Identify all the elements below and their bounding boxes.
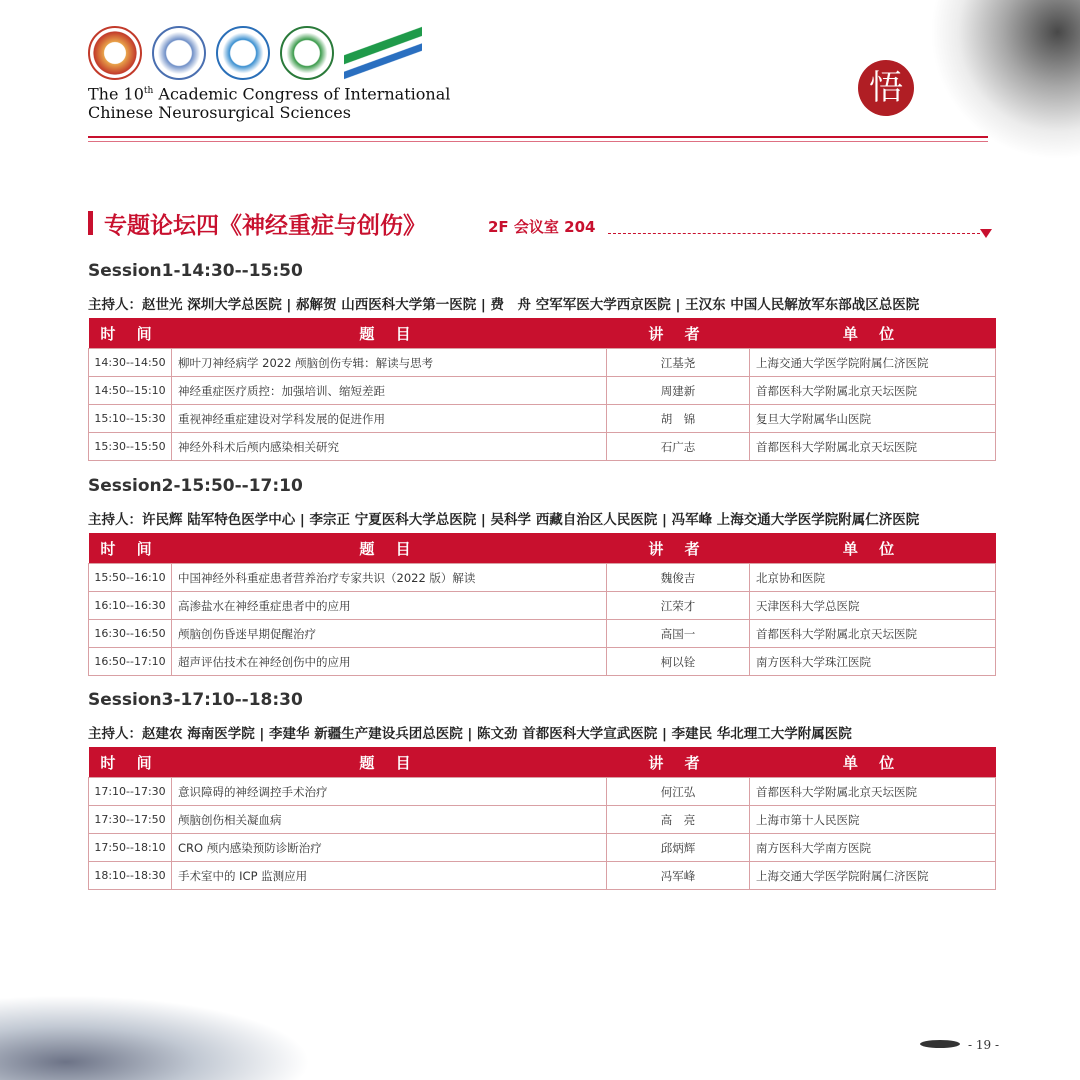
cell-speaker: 江荣才 bbox=[607, 592, 750, 620]
cell-topic: 高渗盐水在神经重症患者中的应用 bbox=[172, 592, 607, 620]
cell-topic: CRO 颅内感染预防诊断治疗 bbox=[172, 834, 607, 862]
cell-time: 16:30--16:50 bbox=[89, 620, 172, 648]
cell-unit: 天津医科大学总医院 bbox=[750, 592, 996, 620]
cell-topic: 柳叶刀神经病学 2022 颅脑创伤专辑：解读与思考 bbox=[172, 349, 607, 377]
cell-time: 17:10--17:30 bbox=[89, 778, 172, 806]
table-row bbox=[89, 377, 996, 405]
session-hosts: 主持人：赵世光 深圳大学总医院 | 郝解贺 山西医科大学第一医院 | 费 舟 空军军医大学西京医院 | 王汉东 中国人民解放军东部战区总医院 bbox=[88, 297, 920, 313]
congress-line2: Chinese Neurosurgical Sciences bbox=[88, 103, 351, 123]
icns-logo bbox=[152, 26, 206, 80]
cell-topic: 神经外科术后颅内感染相关研究 bbox=[172, 433, 607, 461]
table-row bbox=[89, 349, 996, 377]
table-row bbox=[89, 648, 996, 676]
header-divider-thin bbox=[88, 141, 988, 142]
cell-unit: 北京协和医院 bbox=[750, 564, 996, 592]
cell-time: 17:50--18:10 bbox=[89, 834, 172, 862]
cell-topic: 意识障碍的神经调控手术治疗 bbox=[172, 778, 607, 806]
header-unit: 单 位 bbox=[750, 533, 996, 564]
title-dotted-line bbox=[608, 233, 980, 234]
cell-topic: 重视神经重症建设对学科发展的促进作用 bbox=[172, 405, 607, 433]
society-logo-5 bbox=[344, 26, 422, 80]
cell-time: 18:10--18:30 bbox=[89, 862, 172, 890]
ink-wave-decoration bbox=[0, 990, 330, 1080]
cell-time: 15:50--16:10 bbox=[89, 564, 172, 592]
cell-time: 15:10--15:30 bbox=[89, 405, 172, 433]
cell-unit: 上海市第十人民医院 bbox=[750, 806, 996, 834]
session-hosts: 主持人：许民辉 陆军特色医学中心 | 李宗正 宁夏医科大学总医院 | 吴科学 西藏自治区人民医院 | 冯军峰 上海交通大学医学院附属仁济医院 bbox=[88, 512, 920, 528]
header-unit: 单 位 bbox=[750, 318, 996, 349]
society-logo-4 bbox=[280, 26, 334, 80]
table-row bbox=[89, 834, 996, 862]
header-speaker: 讲 者 bbox=[607, 747, 750, 778]
cell-unit: 南方医科大学南方医院 bbox=[750, 834, 996, 862]
header-speaker: 讲 者 bbox=[607, 533, 750, 564]
table-row bbox=[89, 620, 996, 648]
logo-row bbox=[88, 26, 422, 82]
header-time: 时 间 bbox=[89, 318, 172, 349]
cell-time: 14:30--14:50 bbox=[89, 349, 172, 377]
cell-speaker: 高 亮 bbox=[607, 806, 750, 834]
header-divider bbox=[88, 136, 988, 138]
session-title: Session1-14:30--15:50 bbox=[88, 261, 303, 281]
table-header-row bbox=[89, 747, 996, 778]
congress-ordinal: th bbox=[143, 86, 154, 96]
congress-line1-rest: Academic Congress of International bbox=[153, 84, 451, 104]
session-title: Session3-17:10--18:30 bbox=[88, 690, 303, 710]
cell-time: 16:50--17:10 bbox=[89, 648, 172, 676]
cell-unit: 首都医科大学附属北京天坛医院 bbox=[750, 433, 996, 461]
cell-speaker: 魏俊吉 bbox=[607, 564, 750, 592]
cell-topic: 颅脑创伤昏迷早期促醒治疗 bbox=[172, 620, 607, 648]
cell-topic: 中国神经外科重症患者营养治疗专家共识（2022 版）解读 bbox=[172, 564, 607, 592]
congress-title bbox=[88, 82, 450, 122]
cell-time: 17:30--17:50 bbox=[89, 806, 172, 834]
table-row bbox=[89, 433, 996, 461]
cell-topic: 神经重症医疗质控：加强培训、缩短差距 bbox=[172, 377, 607, 405]
society-logo-1 bbox=[88, 26, 142, 80]
table-row bbox=[89, 806, 996, 834]
cell-topic: 颅脑创伤相关凝血病 bbox=[172, 806, 607, 834]
page-number: - 19 - bbox=[968, 1038, 1000, 1052]
table-header-row bbox=[89, 533, 996, 564]
cell-unit: 上海交通大学医学院附属仁济医院 bbox=[750, 349, 996, 377]
society-logo-3 bbox=[216, 26, 270, 80]
cell-time: 14:50--15:10 bbox=[89, 377, 172, 405]
forum-title-row bbox=[88, 207, 994, 239]
cell-time: 16:10--16:30 bbox=[89, 592, 172, 620]
cell-unit: 首都医科大学附属北京天坛医院 bbox=[750, 778, 996, 806]
cell-unit: 首都医科大学附属北京天坛医院 bbox=[750, 377, 996, 405]
session-hosts: 主持人：赵建农 海南医学院 | 李建华 新疆生产建设兵团总医院 | 陈文劲 首都医科大学宣武医院 | 李建民 华北理工大学附属医院 bbox=[88, 726, 852, 742]
header-topic: 题 目 bbox=[172, 318, 607, 349]
session-title: Session2-15:50--17:10 bbox=[88, 476, 303, 496]
cell-speaker: 何江弘 bbox=[607, 778, 750, 806]
table-row bbox=[89, 592, 996, 620]
forum-title: 专题论坛四《神经重症与创伤》 bbox=[104, 213, 426, 239]
cell-time: 15:30--15:50 bbox=[89, 433, 172, 461]
header-speaker: 讲 者 bbox=[607, 318, 750, 349]
cell-unit: 首都医科大学附属北京天坛医院 bbox=[750, 620, 996, 648]
seal-mark: 悟 bbox=[858, 60, 914, 116]
schedule-table bbox=[88, 747, 996, 890]
table-row bbox=[89, 862, 996, 890]
header-time: 时 间 bbox=[89, 533, 172, 564]
cell-speaker: 冯军峰 bbox=[607, 862, 750, 890]
cell-unit: 复旦大学附属华山医院 bbox=[750, 405, 996, 433]
title-marker bbox=[88, 211, 93, 235]
header-topic: 题 目 bbox=[172, 747, 607, 778]
schedule-table bbox=[88, 533, 996, 676]
cell-speaker: 胡 锦 bbox=[607, 405, 750, 433]
cell-speaker: 石广志 bbox=[607, 433, 750, 461]
header-unit: 单 位 bbox=[750, 747, 996, 778]
cell-speaker: 江基尧 bbox=[607, 349, 750, 377]
triangle-down-icon bbox=[980, 229, 992, 238]
forum-room: 2F 会议室 204 bbox=[488, 218, 596, 236]
table-row bbox=[89, 405, 996, 433]
table-row bbox=[89, 778, 996, 806]
boat-decoration bbox=[920, 1040, 960, 1048]
cell-speaker: 邱炳辉 bbox=[607, 834, 750, 862]
cell-speaker: 柯以铨 bbox=[607, 648, 750, 676]
header-time: 时 间 bbox=[89, 747, 172, 778]
cell-topic: 手术室中的 ICP 监测应用 bbox=[172, 862, 607, 890]
cell-unit: 上海交通大学医学院附属仁济医院 bbox=[750, 862, 996, 890]
congress-line1: The 10 bbox=[88, 84, 144, 104]
cell-speaker: 周建新 bbox=[607, 377, 750, 405]
cell-speaker: 高国一 bbox=[607, 620, 750, 648]
cell-topic: 超声评估技术在神经创伤中的应用 bbox=[172, 648, 607, 676]
table-row bbox=[89, 564, 996, 592]
table-header-row bbox=[89, 318, 996, 349]
schedule-table bbox=[88, 318, 996, 461]
header-topic: 题 目 bbox=[172, 533, 607, 564]
cell-unit: 南方医科大学珠江医院 bbox=[750, 648, 996, 676]
